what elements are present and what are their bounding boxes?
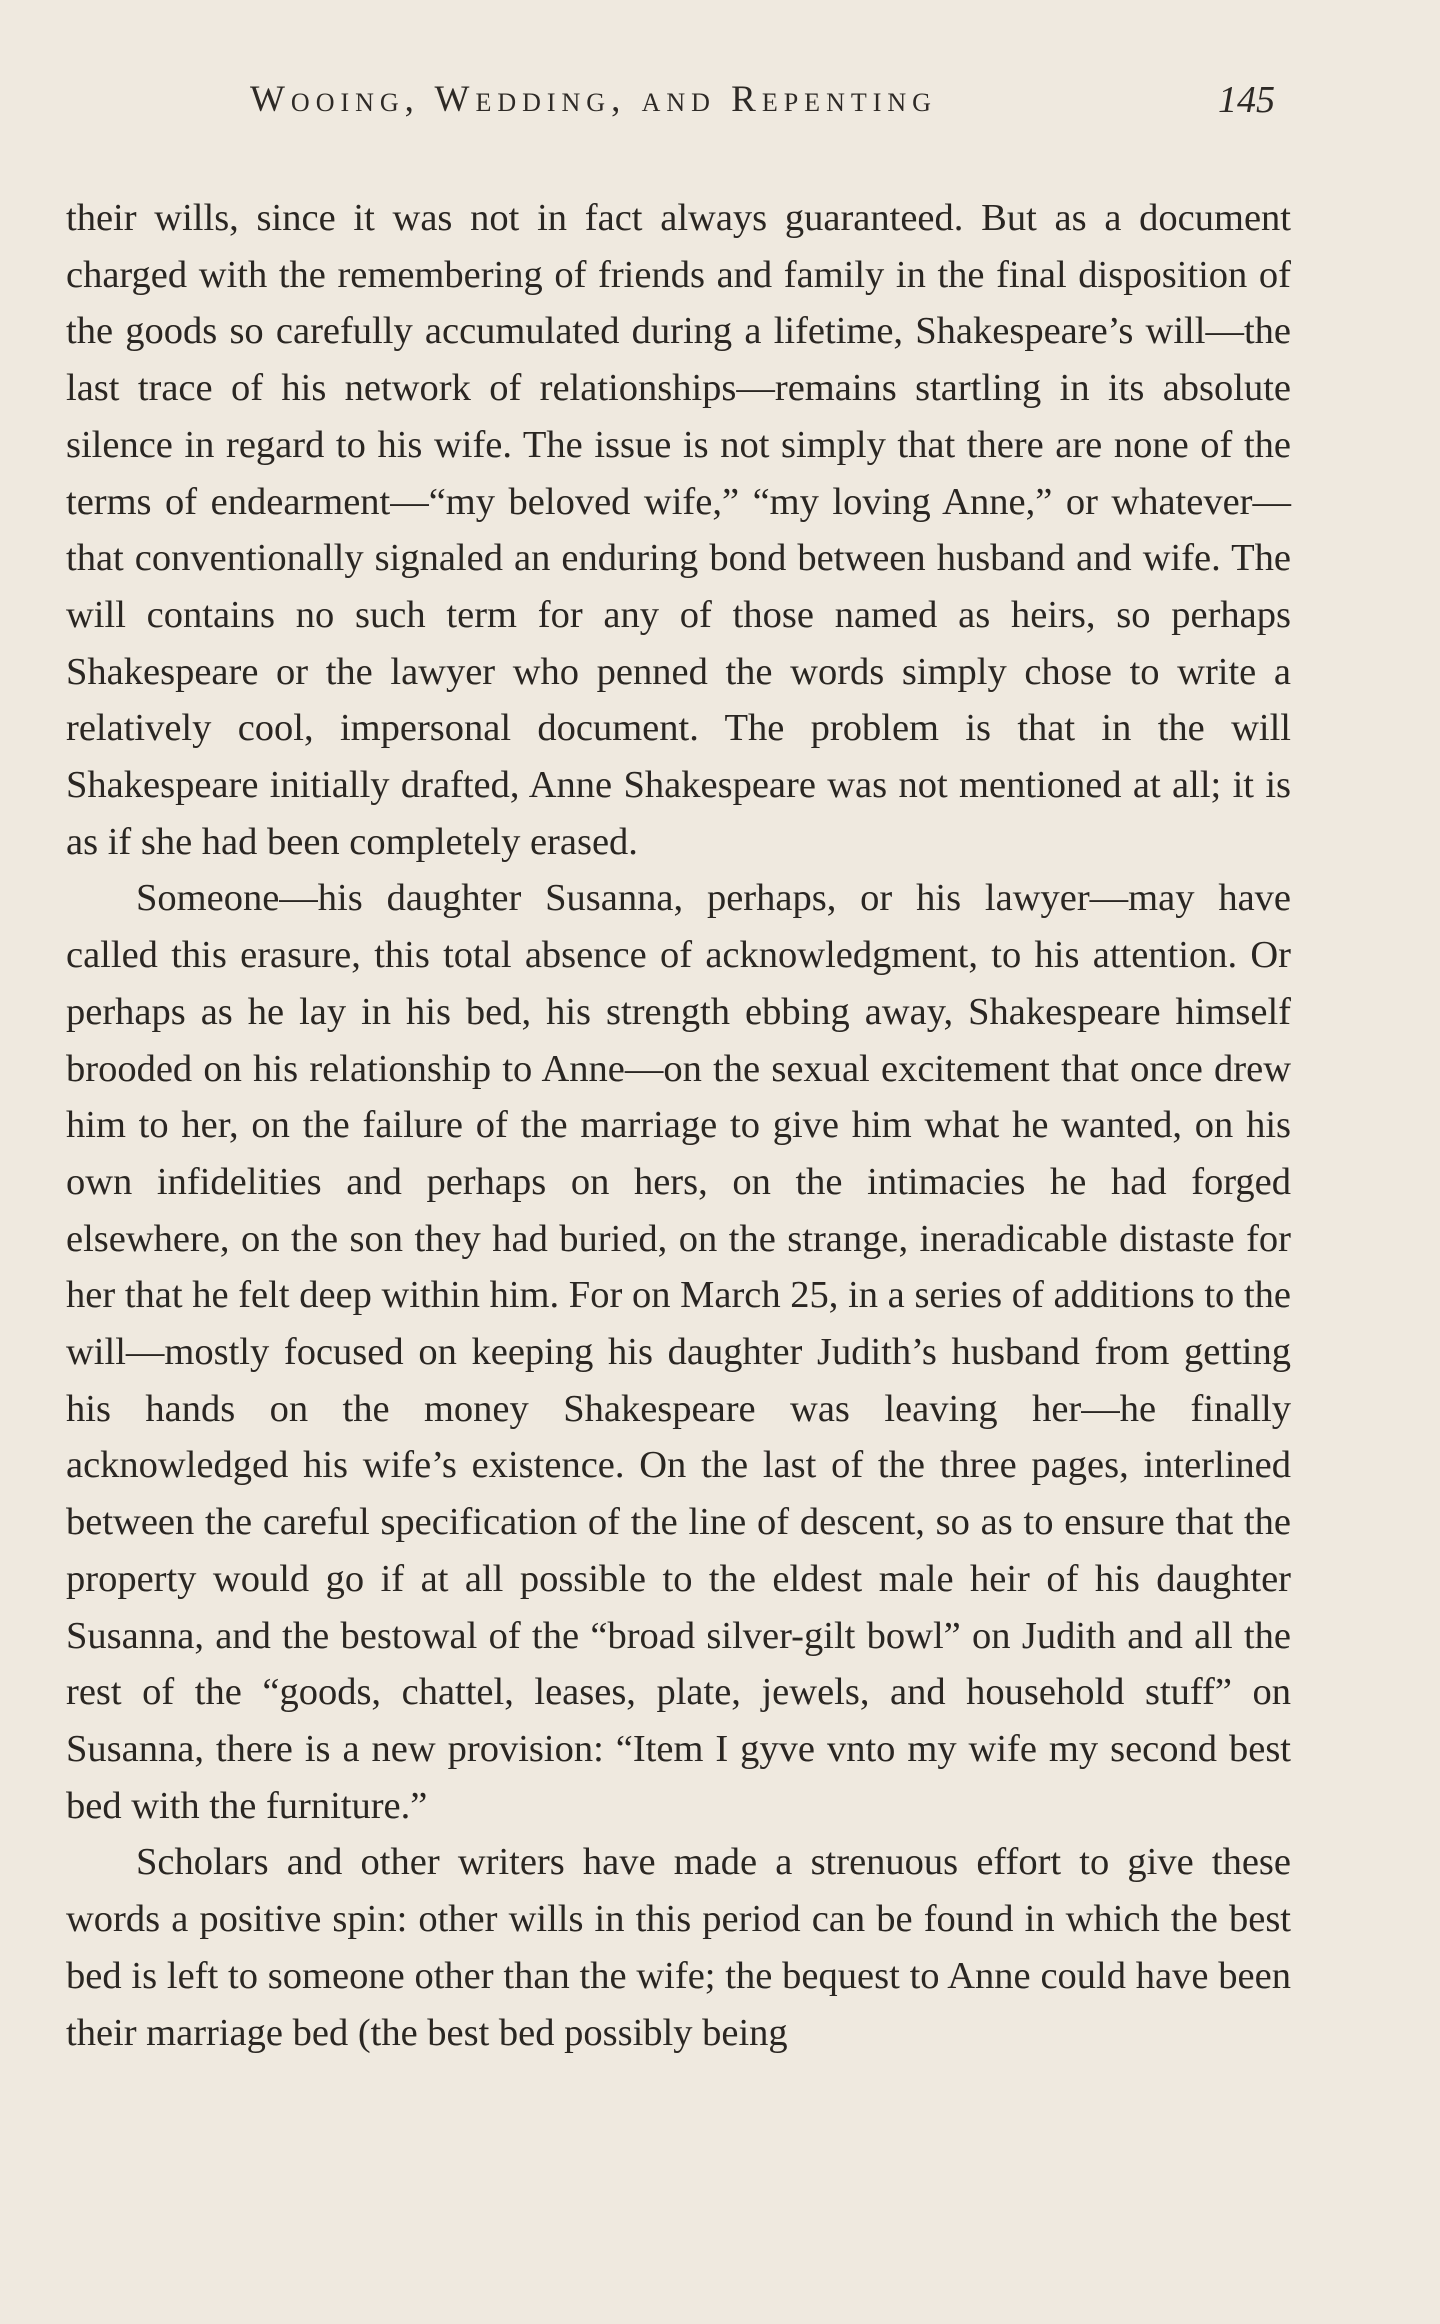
body-text — [66, 190, 1291, 2061]
page-number: 145 — [1218, 79, 1275, 121]
paragraph-3: Scholars and other writers have made a strenuous effort to give these words a positive spin: other wills in this period can be found in which the best bed is left to someone other than the wife; the bequest to Anne could have been their marriage bed (the best bed possibly being — [66, 1841, 1291, 2054]
paragraph-1: their wills, since it was not in fact always guaranteed. But as a document charged with the remembering of friends and family in the final disposition of the goods so carefully accumulated during a lifetime, Shakespeare’s will—the last trace of his network of relationships—remains startling in its absolute silence in regard to his wife. The issue is not simply that there are none of the terms of endearment—“my beloved wife,” “my loving Anne,” or whatever—that conventionally signaled an enduring bond between husband and wife. The will contains no such term for any of those named as heirs, so perhaps Shakespeare or the lawyer who penned the words simply chose to write a relatively cool, impersonal document. The problem is that in the will Shakespeare initially drafted, Anne Shakespeare was not mentioned at all; it is as if she had been completely erased. — [66, 197, 1291, 863]
paragraph-2: Someone—his daughter Susanna, perhaps, or his lawyer—may have called this erasure, this total absence of acknowledgment, to his attention. Or perhaps as he lay in his bed, his strength ebbing away, Shakespeare himself brooded on his relationship to Anne—on the sexual excitement that once drew him to her, on the failure of the marriage to give him what he wanted, on his own infidelities and perhaps on hers, on the intimacies he had forged elsewhere, on the son they had buried, on the strange, ineradicable distaste for her that he felt deep within him. For on March 25, in a series of additions to the will—mostly focused on keeping his daughter Judith’s husband from getting his hands on the money Shakespeare was leaving her—he finally acknowledged his wife’s existence. On the last of the three pages, interlined between the careful specification of the line of descent, so as to ensure that the property would go if at all possible to the eldest male heir of his daughter Susanna, and the bestowal of the “broad silver-gilt bowl” on Judith and all the rest of the “goods, chattel, leases, plate, jewels, and household stuff” on Susanna, there is a new provision: “Item I gyve vnto my wife my second best bed with the furniture.” — [66, 877, 1291, 1827]
running-head — [0, 78, 1440, 134]
running-title: Wooing, Wedding, and Repenting — [250, 79, 937, 120]
